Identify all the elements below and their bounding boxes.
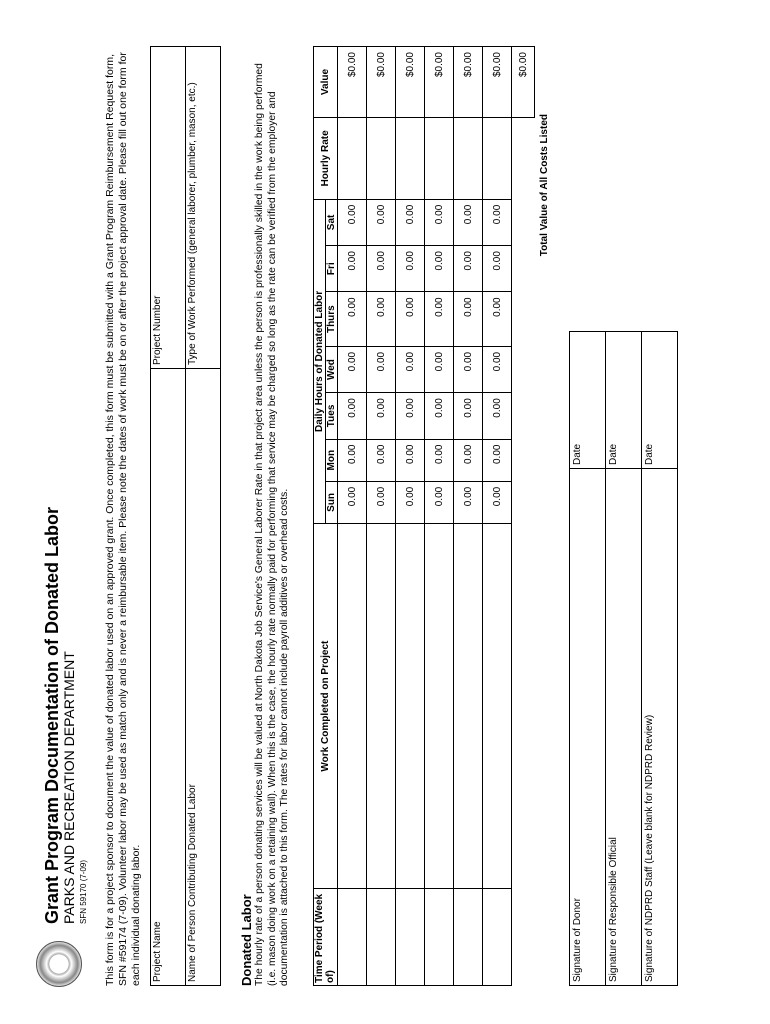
hours-cell[interactable]: 0.00 bbox=[396, 393, 425, 439]
person-name-field[interactable]: Name of Person Contributing Donated Labor bbox=[186, 369, 221, 986]
work-completed-cell[interactable] bbox=[338, 524, 367, 889]
hourly-rate-cell[interactable] bbox=[396, 117, 425, 199]
value-cell: $0.00 bbox=[396, 47, 425, 118]
hours-cell[interactable]: 0.00 bbox=[454, 199, 483, 245]
project-info-table bbox=[150, 46, 221, 986]
hourly-rate-cell[interactable] bbox=[367, 117, 396, 199]
hours-cell[interactable]: 0.00 bbox=[338, 199, 367, 245]
total-value: $0.00 bbox=[512, 47, 535, 118]
form-title: Grant Program Documentation of Donated Labor bbox=[42, 506, 62, 924]
form-number: SFN 59170 (7-09) bbox=[79, 859, 88, 924]
official-date-field[interactable]: Date bbox=[606, 332, 642, 469]
hourly-rate-header: Hourly Rate bbox=[314, 117, 338, 199]
hours-cell[interactable]: 0.00 bbox=[483, 481, 512, 523]
hours-cell[interactable]: 0.00 bbox=[483, 199, 512, 245]
time-period-cell[interactable] bbox=[367, 889, 396, 986]
hours-cell[interactable]: 0.00 bbox=[367, 439, 396, 481]
table-row bbox=[338, 47, 367, 986]
value-cell: $0.00 bbox=[483, 47, 512, 118]
hours-cell[interactable]: 0.00 bbox=[367, 292, 396, 347]
day-header: Thurs bbox=[326, 292, 338, 347]
hours-cell[interactable]: 0.00 bbox=[454, 481, 483, 523]
hours-cell[interactable]: 0.00 bbox=[396, 199, 425, 245]
hours-cell[interactable]: 0.00 bbox=[425, 481, 454, 523]
staff-date-field[interactable]: Date bbox=[642, 332, 678, 469]
project-name-field[interactable]: Project Name bbox=[151, 369, 186, 986]
day-header: Mon bbox=[326, 439, 338, 481]
work-completed-cell[interactable] bbox=[367, 524, 396, 889]
time-period-header: Time Period (Week of) bbox=[314, 889, 338, 986]
labor-table bbox=[313, 46, 535, 986]
signatures-table bbox=[569, 331, 678, 986]
hourly-rate-cell[interactable] bbox=[425, 117, 454, 199]
hourly-rate-cell[interactable] bbox=[338, 117, 367, 199]
hours-cell[interactable]: 0.00 bbox=[367, 199, 396, 245]
intro-paragraph: This form is for a project sponsor to document the value of donated labor used on an approved grant. Once completed, this form must be submitted with a Grant Program Reimbursement Request form, SFN #59174 (7-09). Volunteer labor may be used as match only and is never a reimbursable item. Please note the dates of work must be on or after the project approval date. Please fill out one form for each individual donating labor. bbox=[104, 52, 142, 986]
value-header: Value bbox=[314, 47, 338, 118]
value-cell: $0.00 bbox=[454, 47, 483, 118]
type-of-work-field[interactable]: Type of Work Performed (general laborer, plumber, mason, etc.) bbox=[186, 47, 221, 369]
hours-cell[interactable]: 0.00 bbox=[454, 346, 483, 392]
state-seal-icon bbox=[36, 941, 82, 987]
hours-cell[interactable]: 0.00 bbox=[483, 393, 512, 439]
day-header: Fri bbox=[326, 246, 338, 292]
official-signature-field[interactable]: Signature of Responsible Official bbox=[606, 469, 642, 986]
hours-cell[interactable]: 0.00 bbox=[483, 439, 512, 481]
time-period-cell[interactable] bbox=[454, 889, 483, 986]
work-completed-cell[interactable] bbox=[483, 524, 512, 889]
hours-cell[interactable]: 0.00 bbox=[483, 292, 512, 347]
table-row bbox=[483, 47, 512, 986]
hours-cell[interactable]: 0.00 bbox=[338, 346, 367, 392]
project-number-field[interactable]: Project Number bbox=[151, 47, 186, 369]
hours-cell[interactable]: 0.00 bbox=[396, 346, 425, 392]
day-header: Wed bbox=[326, 346, 338, 392]
hours-cell[interactable]: 0.00 bbox=[425, 292, 454, 347]
hours-cell[interactable]: 0.00 bbox=[483, 346, 512, 392]
hours-cell[interactable]: 0.00 bbox=[454, 292, 483, 347]
hours-cell[interactable]: 0.00 bbox=[396, 439, 425, 481]
staff-signature-field[interactable]: Signature of NDPRD Staff (Leave blank for NDPRD Review) bbox=[642, 469, 678, 986]
work-completed-cell[interactable] bbox=[425, 524, 454, 889]
value-cell: $0.00 bbox=[367, 47, 396, 118]
value-cell: $0.00 bbox=[338, 47, 367, 118]
hours-cell[interactable]: 0.00 bbox=[338, 393, 367, 439]
hours-cell[interactable]: 0.00 bbox=[454, 246, 483, 292]
hours-cell[interactable]: 0.00 bbox=[367, 481, 396, 523]
table-row bbox=[425, 47, 454, 986]
hours-cell[interactable]: 0.00 bbox=[425, 346, 454, 392]
hourly-rate-cell[interactable] bbox=[454, 117, 483, 199]
total-label: Total Value of All Costs Listed bbox=[539, 114, 550, 257]
hours-cell[interactable]: 0.00 bbox=[425, 246, 454, 292]
hours-cell[interactable]: 0.00 bbox=[483, 246, 512, 292]
day-header: Sat bbox=[326, 199, 338, 245]
day-header: Sun bbox=[326, 481, 338, 523]
value-cell: $0.00 bbox=[425, 47, 454, 118]
department-name: PARKS AND RECREATION DEPARTMENT bbox=[61, 651, 77, 924]
hours-cell[interactable]: 0.00 bbox=[425, 199, 454, 245]
hours-cell[interactable]: 0.00 bbox=[396, 246, 425, 292]
hourly-rate-cell[interactable] bbox=[483, 117, 512, 199]
donor-signature-field[interactable]: Signature of Donor bbox=[570, 469, 606, 986]
table-row bbox=[454, 47, 483, 986]
donated-labor-heading: Donated Labor bbox=[239, 894, 254, 986]
time-period-cell[interactable] bbox=[483, 889, 512, 986]
hours-cell[interactable]: 0.00 bbox=[454, 439, 483, 481]
work-completed-cell[interactable] bbox=[454, 524, 483, 889]
work-completed-cell[interactable] bbox=[396, 524, 425, 889]
work-completed-header: Work Completed on Project bbox=[314, 524, 338, 889]
hours-cell[interactable]: 0.00 bbox=[425, 439, 454, 481]
time-period-cell[interactable] bbox=[338, 889, 367, 986]
hours-cell[interactable]: 0.00 bbox=[454, 393, 483, 439]
hours-cell[interactable]: 0.00 bbox=[338, 246, 367, 292]
daily-hours-header: Daily Hours of Donated Labor bbox=[314, 199, 326, 523]
time-period-cell[interactable] bbox=[425, 889, 454, 986]
hours-cell[interactable]: 0.00 bbox=[425, 393, 454, 439]
time-period-cell[interactable] bbox=[396, 889, 425, 986]
hours-cell[interactable]: 0.00 bbox=[338, 481, 367, 523]
hours-cell[interactable]: 0.00 bbox=[367, 246, 396, 292]
hours-cell[interactable]: 0.00 bbox=[338, 439, 367, 481]
table-row bbox=[367, 47, 396, 986]
day-header: Tues bbox=[326, 393, 338, 439]
hours-cell[interactable]: 0.00 bbox=[396, 481, 425, 523]
hours-cell[interactable]: 0.00 bbox=[396, 292, 425, 347]
hours-cell[interactable]: 0.00 bbox=[367, 393, 396, 439]
table-row bbox=[396, 47, 425, 986]
donor-date-field[interactable]: Date bbox=[570, 332, 606, 469]
hours-cell[interactable]: 0.00 bbox=[338, 292, 367, 347]
hours-cell[interactable]: 0.00 bbox=[367, 346, 396, 392]
donated-labor-text: The hourly rate of a person donating services will be valued at North Dakota Job Service's General Laborer Rate in that project area unless the person is professionally skilled in the work being performed (i.e. mason doing work on a retaining wall). When this is the case, the hourly rate normally paid for performing that service may be charged so long as the rate can be verified from the employer and documentation is attached to this form. The rates for labor cannot include payroll additives or overhead costs. bbox=[254, 63, 290, 986]
